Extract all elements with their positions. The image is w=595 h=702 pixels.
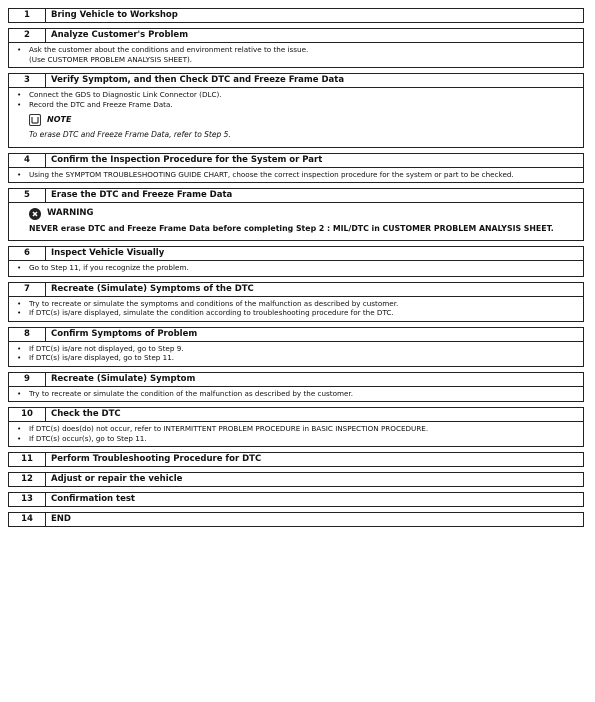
step-9	[8, 372, 584, 403]
list-item	[17, 263, 577, 273]
step-4	[8, 153, 584, 184]
list-item	[17, 299, 577, 309]
step-title: Bring Vehicle to Workshop	[51, 10, 178, 20]
step-title: Recreate (Simulate) Symptoms of the DTC	[51, 283, 254, 294]
list-item-text: Try to recreate or simulate the symptoms and conditions of the malfunction as described by customer.	[29, 298, 399, 308]
step-8	[8, 327, 584, 367]
step-title: Adjust or repair the vehicle	[51, 474, 183, 484]
bullet: •	[17, 343, 22, 353]
list-item-text: If DTC(s) is/are not displayed, go to Step 9.	[29, 343, 184, 353]
step-title: Confirm the Inspection Procedure for the System or Part	[51, 154, 323, 165]
step-number: 12	[9, 473, 46, 486]
list-item-text: If DTC(s) is/are displayed, go to Step 11.	[29, 353, 175, 362]
sub-note: (Use CUSTOMER PROBLEM ANALYSIS SHEET).	[29, 54, 193, 64]
step-title: Recreate (Simulate) Symptom	[51, 373, 196, 384]
bullet: •	[17, 90, 22, 99]
step-3	[8, 73, 584, 148]
step-body	[8, 422, 584, 447]
step-title: Analyze Customer's Problem	[51, 30, 189, 40]
step-number: 8	[9, 328, 46, 341]
step-body	[8, 342, 584, 367]
step-header	[8, 327, 584, 342]
step-number: 4	[9, 154, 46, 167]
step-body	[8, 168, 584, 184]
step-body	[8, 297, 584, 322]
step-body	[8, 261, 584, 277]
list-item	[17, 389, 577, 399]
note-label: NOTE	[47, 115, 72, 125]
step-number: 10	[9, 408, 46, 421]
step-header	[8, 188, 584, 203]
step-14	[8, 512, 584, 527]
step-2	[8, 28, 584, 68]
list-item-text: Go to Step 11, if you recognize the problem.	[29, 263, 189, 272]
step-number: 11	[9, 453, 46, 466]
step-header	[8, 372, 584, 387]
list-item-text: Record the DTC and Freeze Frame Data.	[29, 99, 173, 109]
list-item-text: Using the SYMPTOM TROUBLESHOOTING GUIDE CHART, choose the correct inspection procedure for the system or part to be checked.	[29, 169, 514, 179]
step-title: Check the DTC	[51, 409, 121, 419]
step-header	[8, 452, 584, 467]
step-7	[8, 282, 584, 322]
bullet: •	[17, 99, 22, 109]
step-6	[8, 246, 584, 277]
bullet: •	[17, 308, 22, 317]
step-header	[8, 153, 584, 168]
step-header	[8, 28, 584, 43]
step-header	[8, 73, 584, 88]
step-body	[8, 387, 584, 403]
bullet: •	[17, 263, 22, 272]
note-block	[29, 114, 577, 126]
bullet: •	[17, 169, 22, 179]
warning-text: NEVER erase DTC and Freeze Frame Data before completing Step 2 : MIL/DTC in CUSTOMER PROBLEM ANALYSIS SHEET.	[29, 224, 554, 233]
step-1	[8, 8, 584, 23]
warning-icon	[29, 208, 41, 220]
step-title: Erase the DTC and Freeze Frame Data	[51, 190, 233, 200]
step-header	[8, 492, 584, 507]
step-title: Confirmation test	[51, 494, 135, 504]
bullet: •	[17, 298, 22, 308]
step-title: Inspect Vehicle Visually	[51, 248, 165, 258]
step-body	[8, 43, 584, 68]
procedure-document	[8, 8, 584, 532]
step-11	[8, 452, 584, 467]
list-item-text: If DTC(s) occur(s), go to Step 11.	[29, 433, 147, 443]
list-item	[17, 353, 577, 363]
step-body	[8, 88, 584, 148]
step-number: 9	[9, 373, 46, 386]
list-item	[17, 45, 577, 55]
step-number: 14	[9, 513, 46, 526]
step-title: END	[51, 514, 71, 524]
list-item	[17, 308, 577, 318]
step-title: Perform Troubleshooting Procedure for DTC	[51, 454, 262, 464]
list-item	[17, 90, 577, 100]
note-text: To erase DTC and Freeze Frame Data, refer to Step 5.	[29, 130, 231, 139]
bullet: •	[17, 433, 22, 443]
list-item	[17, 344, 577, 354]
step-header	[8, 282, 584, 297]
step-header	[8, 512, 584, 527]
list-item-text: Try to recreate or simulate the condition of the malfunction as described by the customer.	[29, 388, 353, 398]
step-header	[8, 8, 584, 23]
list-item	[17, 100, 577, 110]
step-title: Verify Symptom, and then Check DTC and Freeze Frame Data	[51, 75, 345, 85]
bullet: •	[17, 424, 22, 433]
bullet: •	[17, 45, 22, 54]
list-item-text: Connect the GDS to Diagnostic Link Connector (DLC).	[29, 90, 222, 99]
list-item	[17, 434, 577, 444]
bullet: •	[17, 388, 22, 398]
step-header	[8, 246, 584, 261]
list-item-text: If DTC(s) is/are displayed, simulate the condition according to troubleshooting procedure for the DTC.	[29, 308, 394, 317]
warning-label: WARNING	[47, 208, 94, 219]
bullet: •	[17, 353, 22, 362]
list-item	[17, 170, 577, 180]
note-icon	[29, 114, 41, 126]
step-number: 7	[9, 283, 46, 296]
warning-block	[29, 208, 577, 220]
step-header	[8, 407, 584, 422]
list-item	[17, 424, 577, 434]
step-number: 5	[9, 189, 46, 202]
step-number: 3	[9, 74, 46, 87]
step-5	[8, 188, 584, 241]
list-item-text: If DTC(s) does(do) not occur, refer to INTERMITTENT PROBLEM PROCEDURE in BASIC INSPECTION PROCEDURE.	[29, 424, 429, 433]
step-number: 13	[9, 493, 46, 506]
step-header	[8, 472, 584, 487]
list-item-text: Ask the customer about the conditions and environment relative to the issue.	[29, 45, 309, 54]
step-number: 2	[9, 29, 46, 42]
step-10	[8, 407, 584, 447]
step-title: Confirm Symptoms of Problem	[51, 328, 198, 339]
step-12	[8, 472, 584, 487]
step-body	[8, 203, 584, 241]
step-number: 1	[9, 9, 46, 22]
step-number: 6	[9, 247, 46, 260]
step-13	[8, 492, 584, 507]
